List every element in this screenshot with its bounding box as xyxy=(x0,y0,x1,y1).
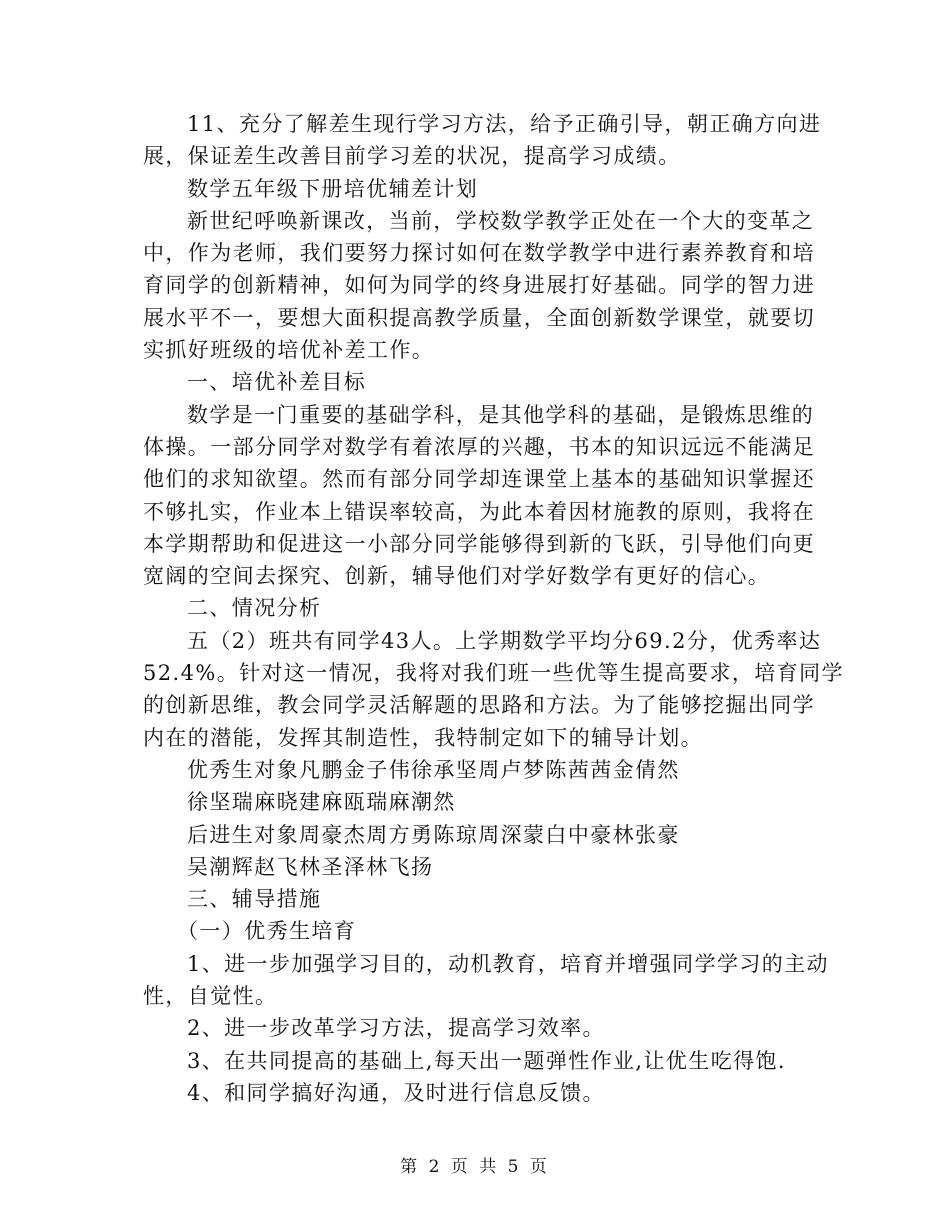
text-line: 2、进一步改革学习方法，提高学习效率。 xyxy=(187,1016,605,1041)
text-line: 三、辅导措施 xyxy=(187,887,322,912)
text-line: 11、充分了解差生现行学习方法，给予正确引导，朝正确方向进 xyxy=(187,112,822,136)
text-line: 展水平不一，要想大面积提高教学质量，全面创新数学课堂，就要切 xyxy=(143,305,815,330)
text-line: 一、培优补差目标 xyxy=(187,370,367,395)
text-line: 优秀生对象凡鹏金子伟徐承坚周卢梦陈茜茜金倩然 xyxy=(187,757,680,782)
text-line: 五（2）班共有同学43人。上学期数学平均分69.2分，优秀率达 xyxy=(187,628,822,653)
text-line: 数学五年级下册培优辅差计划 xyxy=(187,176,479,201)
text-line: （一）优秀生培育 xyxy=(177,919,357,944)
text-line: 展，保证差生改善目前学习差的状况，提高学习成绩。 xyxy=(143,144,681,169)
text-line: 3、在共同提高的基础上,每天出一题弹性作业,让优生吃得饱. xyxy=(187,1048,786,1073)
text-line: 育同学的创新精神，如何为同学的终身进展打好基础。同学的智力进 xyxy=(143,273,815,298)
page-number-footer: 第 2 页 共 5 页 xyxy=(400,1157,550,1177)
text-line: 他们的求知欲望。然而有部分同学却连课堂上基本的基础知识掌握还 xyxy=(143,467,815,492)
text-line: 本学期帮助和促进这一小部分同学能够得到新的飞跃，引导他们向更 xyxy=(143,531,815,556)
text-line: 数学是一门重要的基础学科，是其他学科的基础，是锻炼思维的 xyxy=(187,402,815,427)
text-line: 的创新思维，教会同学灵活解题的思路和方法。为了能够挖掘出同学 xyxy=(143,693,815,718)
text-line: 体操。一部分同学对数学有着浓厚的兴趣，书本的知识远远不能满足 xyxy=(143,434,815,459)
text-line: 吴潮辉赵飞林圣泽林飞扬 xyxy=(187,854,434,879)
text-line: 性，自觉性。 xyxy=(143,984,278,1009)
document-body xyxy=(143,108,844,1109)
text-line: 新世纪呼唤新课改，当前，学校数学教学正处在一个大的变革之 xyxy=(187,208,815,233)
text-line: 1、进一步加强学习目的，动机教育，培育并增强同学学习的主动 xyxy=(187,951,829,976)
text-line: 内在的潜能，发挥其制造性，我特制定如下的辅导计划。 xyxy=(143,725,703,750)
text-line: 中，作为老师，我们要努力探讨如何在数学教学中进行素养教育和培 xyxy=(143,241,815,266)
text-line: 宽阔的空间去探究、创新，辅导他们对学好数学有更好的信心。 xyxy=(143,564,771,589)
text-line: 实抓好班级的培优补差工作。 xyxy=(143,338,435,363)
text-line: 徐坚瑞麻晓建麻瓯瑞麻潮然 xyxy=(187,790,456,815)
text-line: 4、和同学搞好沟通，及时进行信息反馈。 xyxy=(187,1080,605,1105)
text-line: 不够扎实，作业本上错误率较高，为此本着因材施教的原则，我将在 xyxy=(143,499,815,524)
text-line: 52.4%。针对这一情况，我将对我们班一些优等生提高要求，培育同学 xyxy=(143,661,844,686)
text-line: 后进生对象周豪杰周方勇陈琼周深蒙白中豪林张豪 xyxy=(187,822,680,847)
text-line: 二、情况分析 xyxy=(187,596,322,621)
